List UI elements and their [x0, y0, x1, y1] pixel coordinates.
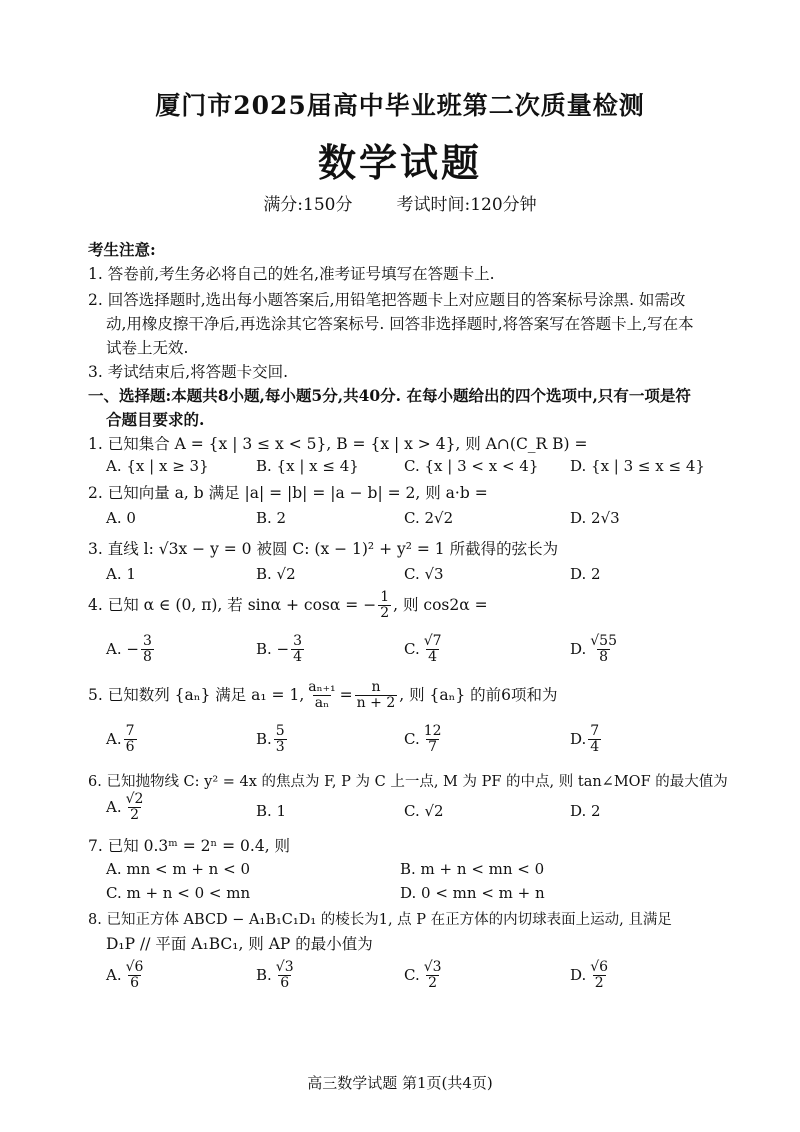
- question-2-stem: 2. 已知向量 a, b 满足 |a| = |b| = |a − b| = 2, 则 a·b =: [88, 484, 488, 502]
- question-1-option-b: B. {x | x ≤ 4}: [256, 457, 359, 475]
- question-4-option-c: C. $\frac{√7}{4}$: [404, 633, 442, 666]
- question-7-option-a: A. mn < m + n < 0: [106, 860, 250, 878]
- question-6-option-a: A. $\frac{√2}{2}$: [106, 791, 144, 824]
- exam-title: 厦门市2025届高中毕业班第二次质量检测: [155, 91, 645, 120]
- question-8-option-a: A. $\frac{√6}{6}$: [106, 959, 144, 992]
- question-7-option-b: B. m + n < mn < 0: [400, 860, 545, 878]
- question-3-option-d: D. 2: [570, 565, 601, 583]
- question-4-option-a: A. − $\frac{3}{8}$: [106, 633, 152, 666]
- question-3-option-b: B. √2: [256, 565, 296, 583]
- question-6-option-c: C. √2: [404, 802, 444, 820]
- question-4-option-d: D. $\frac{√55}{8}$: [570, 633, 618, 666]
- section-heading-line-2: 合题目要求的.: [106, 410, 205, 429]
- question-3-option-a: A. 1: [106, 565, 136, 583]
- question-7-option-d: D. 0 < mn < m + n: [400, 884, 545, 902]
- question-7-stem: 7. 已知 0.3ᵐ = 2ⁿ = 0.4, 则: [88, 837, 291, 855]
- question-1-option-c: C. {x | 3 < x < 4}: [404, 457, 539, 475]
- note-2-line-3: 试卷上无效.: [106, 339, 189, 357]
- question-6-option-d: D. 2: [570, 802, 601, 820]
- exam-meta: [0, 190, 800, 215]
- question-2-option-b: B. 2: [256, 509, 287, 527]
- question-8-option-d: D. $\frac{√6}{2}$: [570, 959, 609, 992]
- question-8-stem-line-1: 8. 已知正方体 ABCD − A₁B₁C₁D₁ 的棱长为1, 点 P 在正方体的内切球表面上运动, 且满足: [88, 912, 672, 928]
- question-1-option-d: D. {x | 3 ≤ x ≤ 4}: [570, 457, 705, 475]
- notes-heading: 考生注意:: [88, 240, 156, 259]
- question-4-stem: 4. 已知 α ∈ (0, π), 若 sinα + cosα = − $\frac{1}{2}$ , 则 cos2α =: [88, 589, 488, 622]
- question-8-option-b: B. $\frac{√3}{6}$: [256, 959, 294, 992]
- question-8-option-c: C. $\frac{√3}{2}$: [404, 959, 442, 992]
- section-heading-line-1: 一、选择题:本题共8小题,每小题5分,共40分. 在每小题给出的四个选项中,只有一项是符: [88, 386, 691, 405]
- subject-title: 数学试题: [317, 140, 482, 185]
- question-3-option-c: C. √3: [404, 565, 444, 583]
- note-1: 1. 答卷前,考生务必将自己的姓名,准考证号填写在答题卡上.: [88, 265, 495, 283]
- question-7-option-c: C. m + n < 0 < mn: [106, 884, 251, 902]
- note-2-line-1: 2. 回答选择题时,选出每小题答案后,用铅笔把答题卡上对应题目的答案标号涂黑. 如需改: [88, 291, 686, 309]
- question-2-option-c: C. 2√2: [404, 509, 454, 527]
- page-footer: 高三数学试题 第1页(共4页): [307, 1074, 493, 1092]
- question-5-option-d: D. $\frac{7}{4}$: [570, 723, 600, 756]
- question-5-option-a: A. $\frac{7}{6}$: [106, 723, 135, 756]
- question-6-stem: 6. 已知抛物线 C: y² = 4x 的焦点为 F, P 为 C 上一点, M 为 PF 的中点, 则 tan∠MOF 的最大值为: [88, 774, 728, 790]
- note-3: 3. 考试结束后,将答题卡交回.: [88, 363, 289, 381]
- exam-time: 考试时间:120分钟: [396, 195, 537, 215]
- question-1-stem: 1. 已知集合 A = {x | 3 ≤ x < 5}, B = {x | x > 4}, 则 A∩(C_R B) =: [88, 435, 588, 453]
- question-3-stem: 3. 直线 l: √3x − y = 0 被圆 C: (x − 1)² + y² = 1 所截得的弦长为: [88, 540, 559, 558]
- question-8-stem-line-2: D₁P // 平面 A₁BC₁, 则 AP 的最小值为: [106, 935, 373, 953]
- note-2-line-2: 动,用橡皮擦干净后,再选涂其它答案标号. 回答非选择题时,将答案写在答题卡上,写在本: [106, 315, 694, 333]
- question-5-stem: 5. 已知数列 {aₙ} 满足 a₁ = 1, $\frac{\text{aₙ₊₁}}{\text{aₙ}}$ = $\frac{n}{n + 2}$ , 则 {aₙ} 的前6项和为: [88, 679, 558, 712]
- question-2-option-a: A. 0: [106, 509, 136, 527]
- question-6-option-b: B. 1: [256, 802, 287, 820]
- question-5-option-c: C. $\frac{12}{7}$: [404, 723, 442, 756]
- question-1-option-a: A. {x | x ≥ 3}: [106, 457, 209, 475]
- question-5-option-b: B. $\frac{5}{3}$: [256, 723, 285, 756]
- full-score: 满分:150分: [263, 195, 353, 215]
- question-4-option-b: B. − $\frac{3}{4}$: [256, 633, 303, 666]
- question-2-option-d: D. 2√3: [570, 509, 620, 527]
